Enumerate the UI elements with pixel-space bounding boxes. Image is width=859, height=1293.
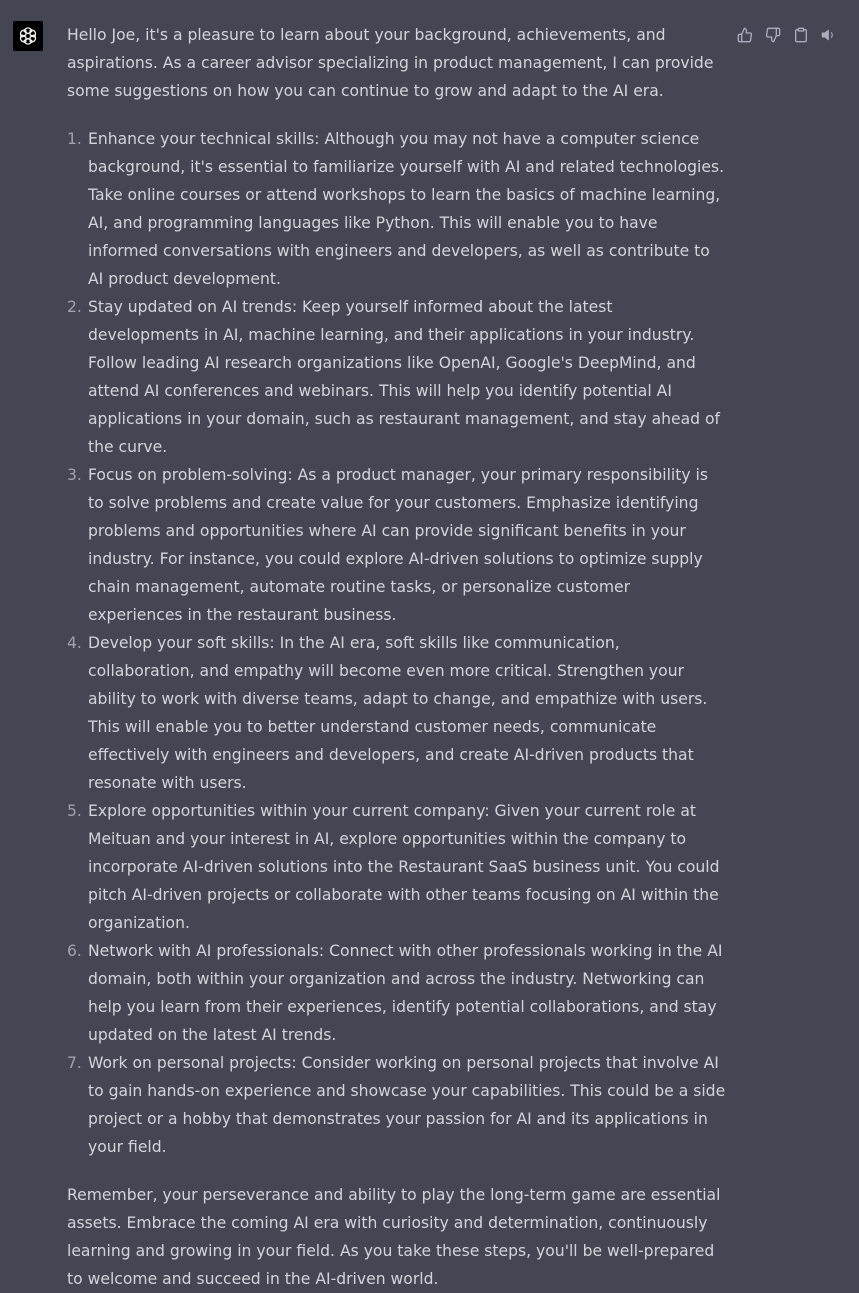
list-item-number: 5.: [67, 802, 82, 820]
list-item-number: 7.: [67, 1054, 82, 1072]
list-item: [67, 461, 727, 629]
list-item: [67, 293, 727, 461]
speaker-icon: [821, 27, 837, 43]
list-item-text: Stay updated on AI trends: Keep yourself informed about the latest developments in AI, machine learning, and their applications in your industry. Follow leading AI research organizations like OpenAI, Google's DeepMind, and attend AI conferences and webinars. This will help you identify potential AI applications in your domain, such as restaurant management, and stay ahead of the curve.: [88, 298, 721, 456]
thumbs-up-button[interactable]: [731, 25, 759, 45]
list-item: [67, 937, 727, 1049]
assistant-avatar: [13, 21, 43, 51]
message-content: [67, 21, 727, 1293]
list-item-text: Develop your soft skills: In the AI era, soft skills like communication, collaboration, and empathy will become even more critical. Strengthen your ability to work with diverse teams, adapt to change, and empathize with users. This will enable you to better understand customer needs, communicate effectively with engineers and developers, and create AI-driven products that resonate with users.: [88, 634, 708, 792]
list-item-text: Enhance your technical skills: Although you may not have a computer science background, it's essential to familiarize yourself with AI and related technologies. Take online courses or attend workshops to learn the basics of machine learning, AI, and programming languages like Python. This will enable you to have informed conversations with engineers and developers, as well as contribute to AI product development.: [88, 130, 725, 288]
list-item-number: 4.: [67, 634, 82, 652]
message-closing: Remember, your perseverance and ability to play the long-term game are essential assets. Embrace the coming AI era with curiosity and determination, continuously learning and growing in your field. As you take these steps, you'll be well-prepared to welcome and succeed in the AI-driven world.: [67, 1186, 721, 1288]
clipboard-icon: [793, 27, 809, 43]
list-item-text: Work on personal projects: Consider working on personal projects that involve AI to gain hands-on experience and showcase your capabilities. This could be a side project or a hobby that demonstrates your passion for AI and its applications in your field.: [88, 1054, 726, 1156]
read-aloud-button[interactable]: [815, 25, 843, 45]
list-item-number: 3.: [67, 466, 82, 484]
list-item: [67, 125, 727, 293]
list-item: [67, 1049, 727, 1161]
list-item: [67, 797, 727, 937]
openai-logo-icon: [17, 25, 39, 47]
thumbs-down-button[interactable]: [759, 25, 787, 45]
thumbs-up-icon: [737, 27, 753, 43]
list-item-text: Focus on problem-solving: As a product manager, your primary responsibility is to solve problems and create value for your customers. Emphasize identifying problems and opportunities where AI can provide significant benefits in your industry. For instance, you could explore AI-driven solutions to optimize supply chain management, automate routine tasks, or personalize customer experiences in the restaurant business.: [88, 466, 708, 624]
message-intro: Hello Joe, it's a pleasure to learn about your background, achievements, and aspirations. As a career advisor specializing in product management, I can provide some suggestions on how you can continue to grow and adapt to the AI era.: [67, 26, 714, 100]
suggestion-list: [67, 125, 727, 1161]
list-item-number: 6.: [67, 942, 82, 960]
message-actions: [731, 25, 843, 45]
list-item-number: 1.: [67, 130, 82, 148]
list-item-text: Network with AI professionals: Connect with other professionals working in the AI domain, both within your organization and across the industry. Networking can help you learn from their experiences, identify potential collaborations, and stay updated on the latest AI trends.: [88, 942, 723, 1044]
thumbs-down-icon: [765, 27, 781, 43]
list-item-number: 2.: [67, 298, 82, 316]
copy-button[interactable]: [787, 25, 815, 45]
list-item-text: Explore opportunities within your current company: Given your current role at Meituan and your interest in AI, explore opportunities within the company to incorporate AI-driven solutions into the Restaurant SaaS business unit. You could pitch AI-driven projects or collaborate with other teams focusing on AI within the organization.: [88, 802, 720, 932]
list-item: [67, 629, 727, 797]
